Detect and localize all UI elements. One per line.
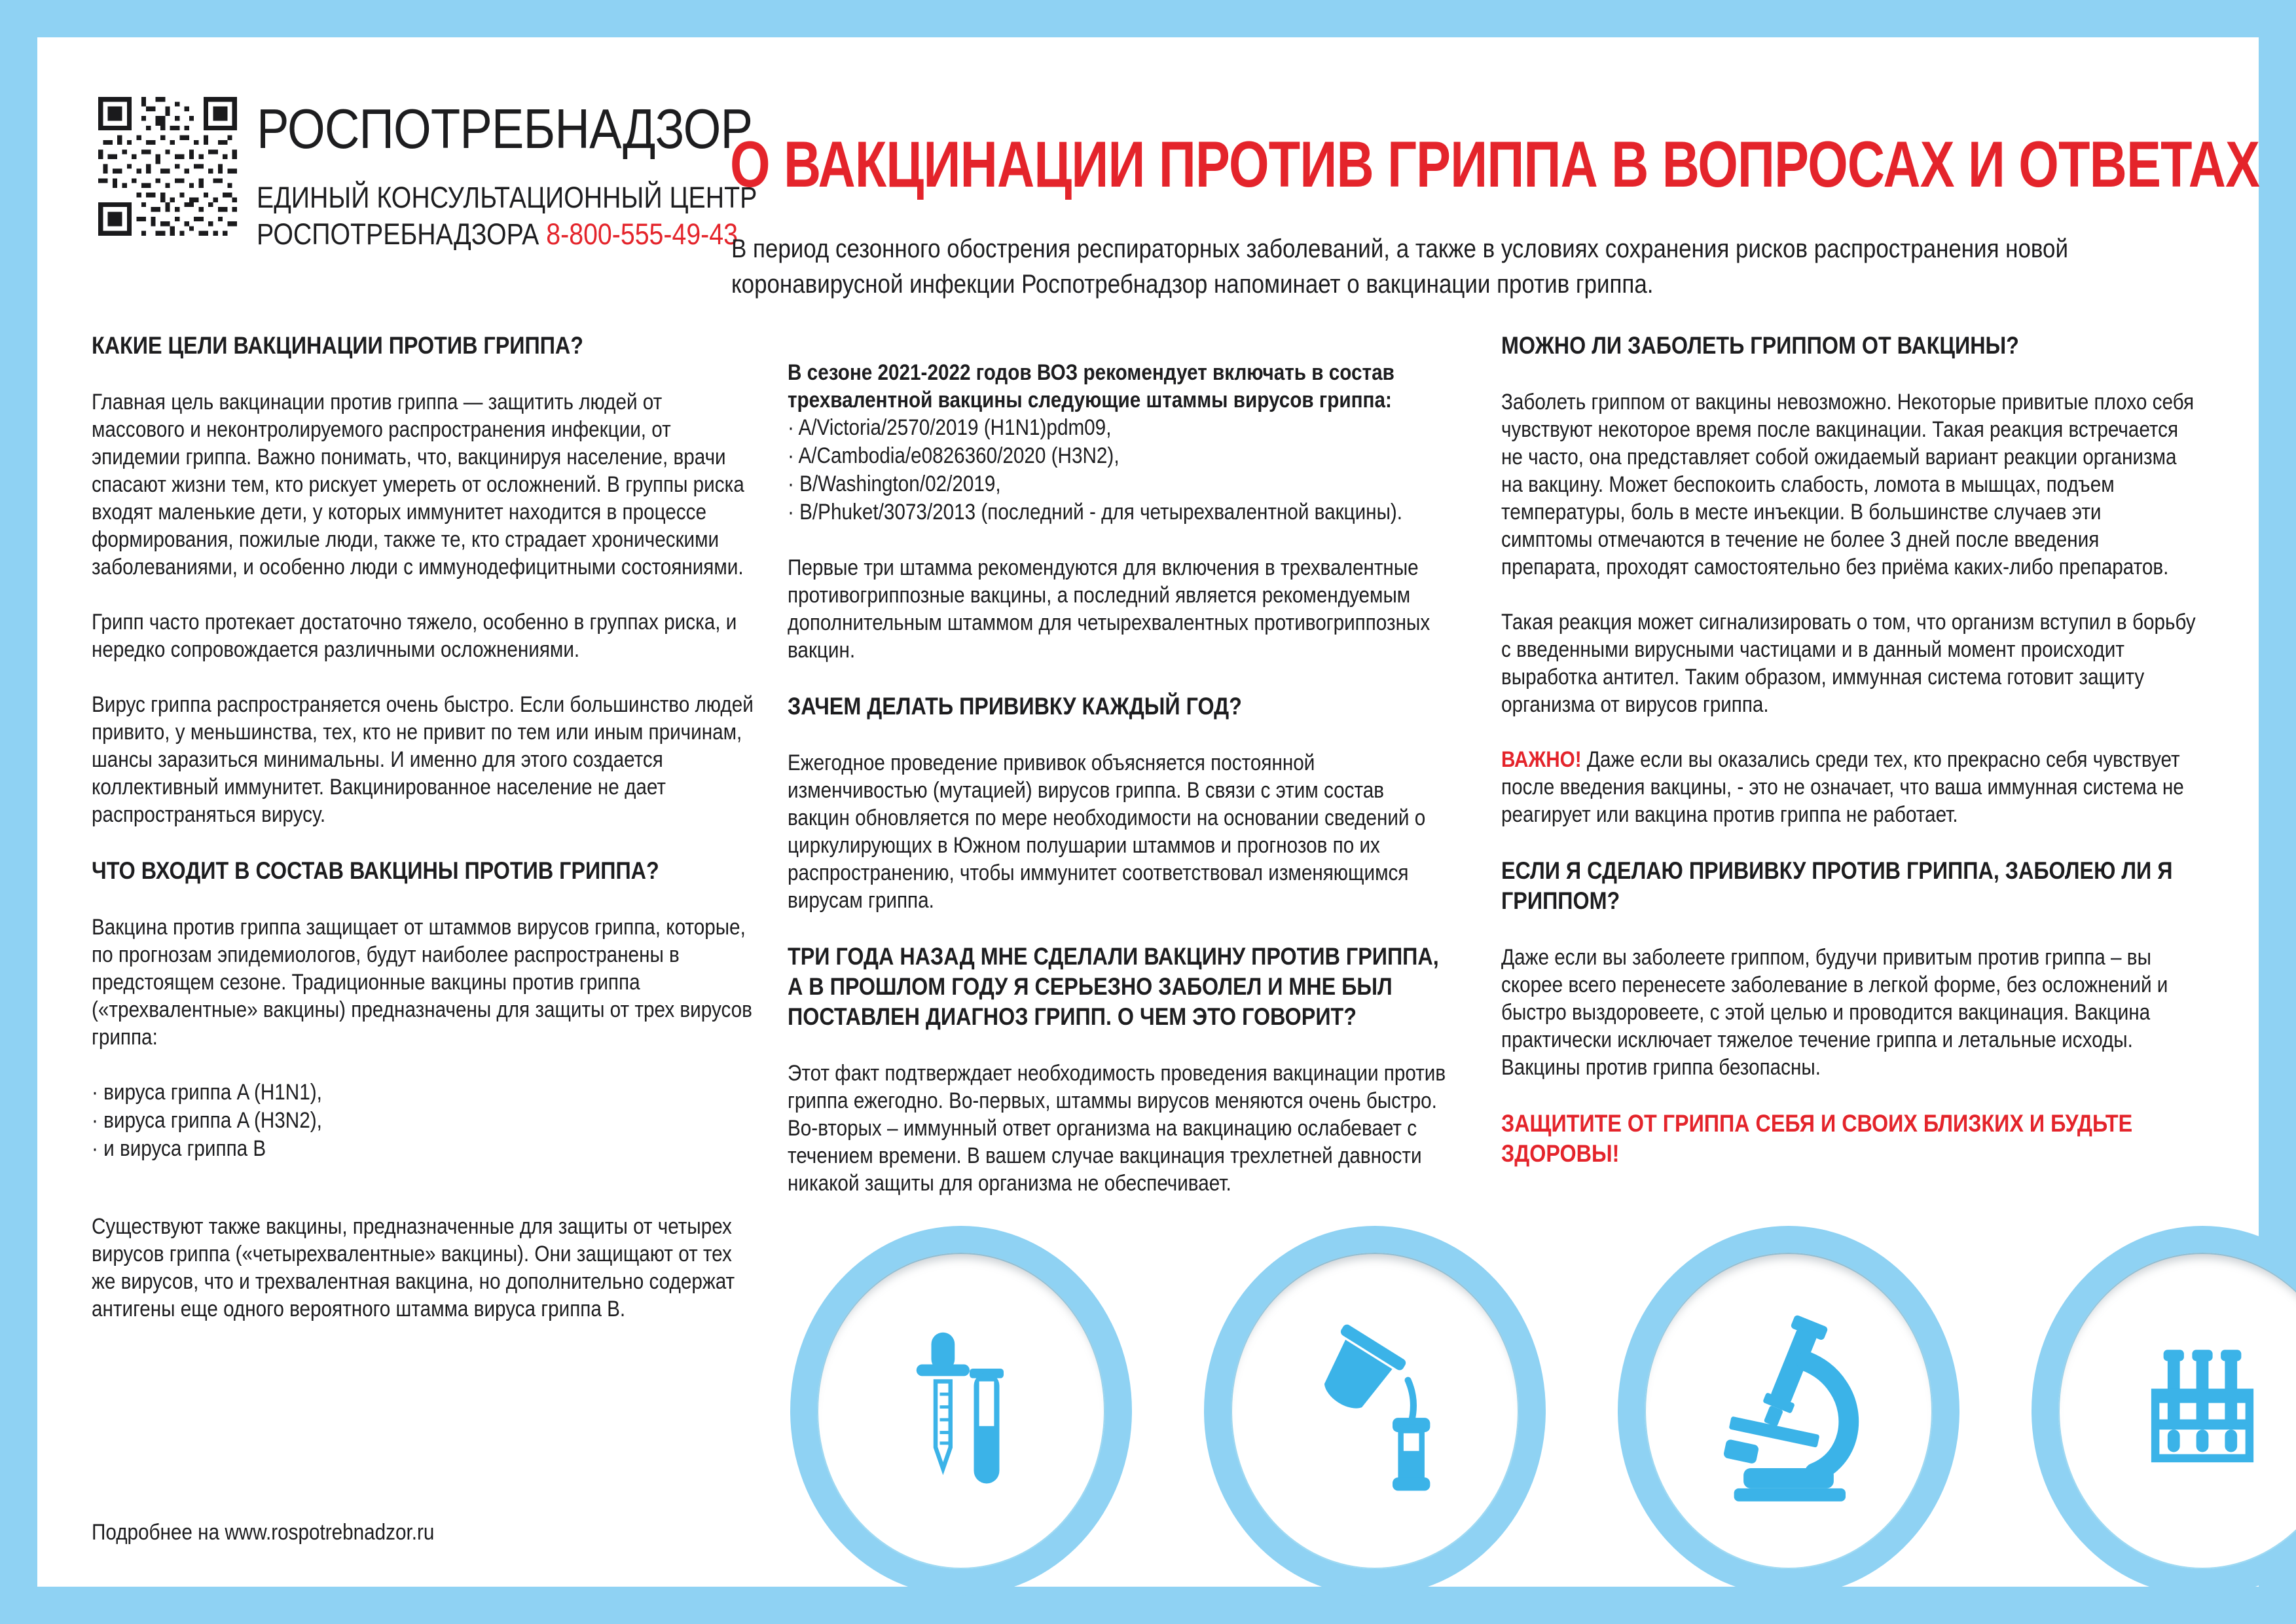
footer-more-info: Подробнее на www.rospotrebnadzor.ru bbox=[92, 1520, 435, 1545]
important-label: ВАЖНО! bbox=[1501, 747, 1582, 772]
strain-list bbox=[788, 414, 1449, 526]
paragraph: Этот факт подтверждает необходимость проведения вакцинации против гриппа ежегодно. Во-первых, штаммы вирусов меняются очень быстро. Во-вторых – иммунный ответ организма на вакцинацию ослабевает с течением времени. В вашем случае вакцинация трехлетней давности никакой защиты для организма не обеспечивает. bbox=[788, 1061, 1446, 1196]
microscope-icon bbox=[1618, 1226, 1959, 1596]
org-name: РОСПОТРЕБНАДЗОР bbox=[257, 98, 753, 160]
paragraph: Ежегодное проведение прививок объясняется постоянной изменчивостью (мутацией) вирусов гриппа. В связи с этим состав вакцин обновляется по мере необходимости на основании сведений о циркулирующих в Южном полушарии штаммов и прогнозов по их распространению, чтобы иммунитет соответствовал изменяющимся вирусам гриппа. bbox=[788, 750, 1426, 913]
paragraph: Вакцина против гриппа защищает от штаммов вирусов гриппа, которые, по прогнозам эпидемиологов, будут наиболее распространены в предстоящем сезоне. Традиционные вакцины против гриппа («трехвалентные» вакцины) предназначены для защиты от трех вирусов гриппа: bbox=[92, 915, 752, 1050]
paragraph-important bbox=[1501, 746, 2196, 828]
column-goals bbox=[92, 331, 754, 1350]
list-item: · вируса гриппа A (H1N1), bbox=[92, 1080, 322, 1105]
important-text: Даже если вы оказались среди тех, кто прекрасно себя чувствует после введения вакцины, - это не означает, что ваша иммунная система не реагирует или вакцина против гриппа не работает. bbox=[1501, 747, 2184, 827]
hotline-phone: 8-800-555-49-43 bbox=[546, 217, 738, 251]
column-vaccine-safety bbox=[1501, 331, 2196, 1169]
page-subtitle: В период сезонного обострения респираторных заболеваний, а также в условиях сохранения рисков распространения новой коронавирусной инфекции Роспотребнадзор напоминает о вакцинации против гриппа. bbox=[731, 234, 2068, 299]
paragraph: Грипп часто протекает достаточно тяжело, особенно в группах риска, и нередко сопровождается различными осложнениями. bbox=[92, 610, 737, 662]
question-heading-sick-from-vaccine: МОЖНО ЛИ ЗАБОЛЕТЬ ГРИППОМ ОТ ВАКЦИНЫ? bbox=[1501, 332, 2019, 359]
paragraph: Даже если вы заболеете гриппом, будучи привитым против гриппа – вы скорее всего перенесете заболевание в легкой форме, без осложнений и быстро выздоровеете, с этой целью и проводится вакцинация. Вакцина практически исключает тяжелое течение гриппа и летальные исходы. Вакцины против гриппа безопасны. bbox=[1501, 945, 2168, 1080]
consult-center-org: РОСПОТРЕБНАДЗОРА bbox=[257, 217, 539, 251]
list-item: · A/Cambodia/e0826360/2020 (H3N2), bbox=[788, 443, 1120, 468]
paragraph: Первые три штамма рекомендуются для включения в трехвалентные противогриппозные вакцины, а последний является рекомендуемым дополнительным штаммом для четырехвалентных противогриппозных вакцин. bbox=[788, 555, 1430, 663]
paragraph: Существуют также вакцины, предназначенные для защиты от четырех вирусов гриппа («четырехвалентные» вакцины). Они защищают от тех же вирусов, что и трехвалентная вакцина, но дополнительно содержат антигены еще одного вероятного штамма вируса гриппа B. bbox=[92, 1214, 735, 1321]
test-tube-rack-icon bbox=[2032, 1226, 2296, 1596]
virus-list bbox=[92, 1079, 754, 1163]
list-item: · и вируса гриппа B bbox=[92, 1136, 266, 1161]
question-heading-composition: ЧТО ВХОДИТ В СОСТАВ ВАКЦИНЫ ПРОТИВ ГРИППА? bbox=[92, 857, 659, 884]
list-item: · B/Phuket/3073/2013 (последний - для четырехвалентной вакцины). bbox=[788, 500, 1403, 525]
pipette-and-test-tube-icon bbox=[790, 1226, 1132, 1596]
paragraph: Вирус гриппа распространяется очень быстро. Если большинство людей привито, у меньшинства, тех, кто не привит по тем или иным причинам, шансы заразиться минимальны. И именно для этого создается коллективный иммунитет. Вакцинированное население не дает распространяться вирусу. bbox=[92, 692, 754, 827]
closing-call-to-action: ЗАЩИТИТЕ ОТ ГРИППА СЕБЯ И СВОИХ БЛИЗКИХ И БУДЬТЕ ЗДОРОВЫ! bbox=[1501, 1110, 2133, 1167]
list-item: · A/Victoria/2570/2019 (H1N1)pdm09, bbox=[788, 415, 1112, 440]
question-heading-yearly: ЗАЧЕМ ДЕЛАТЬ ПРИВИВКУ КАЖДЫЙ ГОД? bbox=[788, 693, 1242, 720]
list-item: · вируса гриппа A (H3N2), bbox=[92, 1108, 322, 1133]
paragraph: Главная цель вакцинации против гриппа — защитить людей от массового и неконтролируемого распространения инфекции, от эпидемии гриппа. Важно понимать, что, вакцинируя население, врачи спасают жизни тем, кто рискует умереть от осложнений. В группы риска входят маленькие дети, у которых иммунитет находится в процессе формирования, пожилые люди, также те, кто страдает хроническими заболеваниями, и особенно люди с иммунодефицитными состояниями. bbox=[92, 390, 744, 580]
icon-row bbox=[790, 1226, 2296, 1596]
page-title: О ВАКЦИНАЦИИ ПРОТИВ ГРИППА В ВОПРОСАХ И ОТВЕТАХ bbox=[730, 128, 2260, 200]
question-heading-will-i-get-flu: ЕСЛИ Я СДЕЛАЮ ПРИВИВКУ ПРОТИВ ГРИППА, ЗАБОЛЕЮ ЛИ Я ГРИППОМ? bbox=[1501, 857, 2173, 914]
who-recommendation-lead: В сезоне 2021-2022 годов ВОЗ рекомендует включать в состав трехвалентной вакцины следующие штаммы вирусов гриппа: bbox=[788, 360, 1394, 413]
flask-pouring-into-test-tube-icon bbox=[1204, 1226, 1546, 1596]
paragraph: Такая реакция может сигнализировать о том, что организм вступил в борьбу с введенными вирусными частицами и в данный момент происходит выработка антител. Таким образом, иммунная система готовит защиту организма от вирусов гриппа. bbox=[1501, 610, 2196, 717]
question-heading-three-years: ТРИ ГОДА НАЗАД МНЕ СДЕЛАЛИ ВАКЦИНУ ПРОТИВ ГРИППА, А В ПРОШЛОМ ГОДУ Я СЕРЬЕЗНО ЗАБОЛЕЛ И МНЕ БЫЛ ПОСТАВЛЕН ДИАГНОЗ ГРИПП. О ЧЕМ ЭТО ГОВОРИТ? bbox=[788, 943, 1439, 1030]
column-strains bbox=[788, 359, 1449, 1225]
consult-center-line1: ЕДИНЫЙ КОНСУЛЬТАЦИОННЫЙ ЦЕНТР bbox=[257, 181, 757, 214]
poster-content-area bbox=[37, 37, 2259, 1587]
qr-code-icon bbox=[98, 97, 237, 236]
question-heading-goals: КАКИЕ ЦЕЛИ ВАКЦИНАЦИИ ПРОТИВ ГРИППА? bbox=[92, 332, 583, 359]
paragraph: Заболеть гриппом от вакцины невозможно. Некоторые привитые плохо себя чувствуют некоторое время после вакцинации. Такая реакция встречается не часто, она представляет собой ожидаемый вариант реакции организма на вакцину. Может беспокоить слабость, ломота в мышцах, подъем температуры, боль в месте инъекции. В большинстве случаев эти симптомы отмечаются в течение не более 3 дней после введения препарата, проходят самостоятельно без приёма каких-либо препаратов. bbox=[1501, 390, 2195, 580]
list-item: · B/Washington/02/2019, bbox=[788, 471, 1001, 496]
